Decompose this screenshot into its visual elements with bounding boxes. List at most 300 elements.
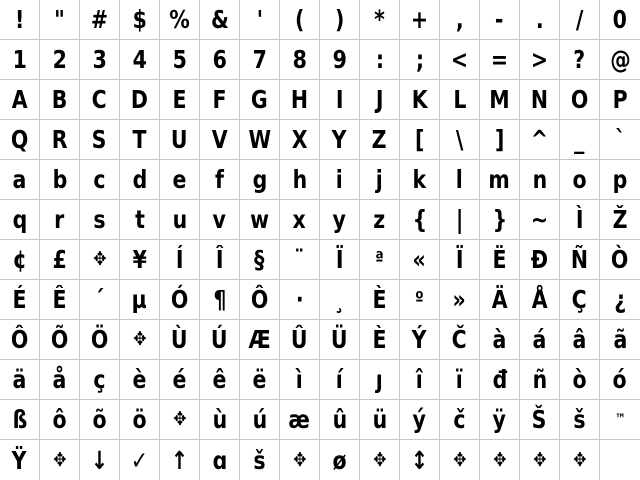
glyph-cell[interactable] — [80, 160, 120, 200]
glyph-character: f — [215, 165, 224, 194]
glyph-character: " — [54, 5, 65, 34]
glyph-cell[interactable] — [600, 40, 640, 80]
glyph-cell[interactable] — [480, 440, 520, 480]
glyph-character: , — [455, 5, 464, 34]
glyph-cell[interactable] — [520, 360, 560, 400]
glyph-cell[interactable] — [320, 0, 360, 40]
glyph-cell[interactable] — [120, 360, 160, 400]
glyph-cell[interactable] — [240, 120, 280, 160]
glyph-character: ò — [572, 365, 587, 394]
glyph-cell[interactable] — [240, 440, 280, 480]
glyph-cell[interactable] — [160, 40, 200, 80]
glyph-cell[interactable] — [440, 160, 480, 200]
glyph-character: ë — [252, 365, 267, 394]
glyph-character: ö — [132, 405, 147, 434]
glyph-character: j — [375, 165, 384, 194]
glyph-character: 2 — [52, 45, 67, 74]
glyph-cell[interactable] — [320, 200, 360, 240]
glyph-cell[interactable] — [160, 240, 200, 280]
glyph-cell[interactable] — [280, 200, 320, 240]
glyph-character: $ — [132, 5, 147, 34]
glyph-cell[interactable] — [560, 160, 600, 200]
glyph-cell[interactable] — [160, 160, 200, 200]
glyph-character: û — [332, 405, 347, 434]
glyph-cell[interactable] — [280, 0, 320, 40]
glyph-cell[interactable] — [160, 0, 200, 40]
glyph-character: a — [12, 165, 27, 194]
glyph-cell[interactable] — [80, 240, 120, 280]
glyph-cell[interactable] — [520, 160, 560, 200]
glyph-cell[interactable] — [360, 80, 400, 120]
glyph-cell[interactable] — [40, 80, 80, 120]
glyph-cell[interactable] — [120, 120, 160, 160]
glyph-cell[interactable] — [0, 80, 40, 120]
glyph-character: ↕ — [410, 445, 429, 475]
glyph-cell[interactable] — [160, 280, 200, 320]
glyph-cell[interactable] — [440, 320, 480, 360]
glyph-character: ï — [455, 365, 464, 394]
glyph-cell[interactable] — [240, 320, 280, 360]
glyph-cell[interactable] — [360, 160, 400, 200]
glyph-character: : — [375, 45, 384, 74]
glyph-cell[interactable] — [240, 200, 280, 240]
glyph-cell[interactable] — [560, 240, 600, 280]
glyph-cell[interactable] — [520, 200, 560, 240]
glyph-character: ↓ — [90, 445, 109, 475]
glyph-character: Ð — [530, 245, 549, 274]
glyph-cell[interactable] — [200, 240, 240, 280]
glyph-cell[interactable] — [240, 40, 280, 80]
glyph-cell[interactable] — [200, 80, 240, 120]
glyph-cell[interactable] — [480, 0, 520, 40]
glyph-cell[interactable] — [280, 240, 320, 280]
glyph-cell[interactable] — [280, 400, 320, 440]
glyph-cell[interactable] — [80, 440, 120, 480]
glyph-character: 9 — [332, 45, 347, 74]
glyph-cell[interactable] — [200, 440, 240, 480]
glyph-cell[interactable] — [240, 160, 280, 200]
glyph-cell[interactable] — [0, 280, 40, 320]
glyph-character: č — [453, 405, 466, 434]
glyph-cell[interactable] — [560, 120, 600, 160]
glyph-cell[interactable] — [400, 160, 440, 200]
glyph-cell[interactable] — [360, 400, 400, 440]
glyph-cell[interactable] — [240, 0, 280, 40]
glyph-character: ñ — [532, 365, 547, 394]
glyph-cell[interactable] — [480, 240, 520, 280]
glyph-cell[interactable] — [400, 280, 440, 320]
glyph-character: . — [535, 5, 544, 34]
glyph-cell[interactable] — [560, 320, 600, 360]
glyph-character: ¿ — [614, 285, 626, 314]
glyph-character: K — [411, 85, 428, 114]
glyph-character: c — [93, 165, 106, 194]
glyph-character: ç — [93, 365, 106, 394]
glyph-cell[interactable] — [400, 0, 440, 40]
glyph-cell[interactable] — [440, 200, 480, 240]
glyph-cell[interactable] — [280, 120, 320, 160]
glyph-cell[interactable] — [560, 280, 600, 320]
glyph-cell[interactable] — [0, 0, 40, 40]
glyph-cell[interactable] — [80, 120, 120, 160]
glyph-character: Z — [372, 125, 387, 154]
glyph-cell[interactable] — [200, 120, 240, 160]
glyph-cell[interactable] — [360, 320, 400, 360]
glyph-character: { — [412, 205, 427, 234]
glyph-cell[interactable] — [360, 360, 400, 400]
glyph-cell[interactable] — [40, 0, 80, 40]
glyph-cell[interactable] — [160, 320, 200, 360]
glyph-character: Å — [531, 285, 548, 314]
glyph-cell[interactable] — [40, 400, 80, 440]
glyph-character: 7 — [252, 45, 267, 74]
glyph-cell[interactable] — [600, 200, 640, 240]
glyph-character: Ü — [331, 325, 348, 354]
glyph-character: Ô — [250, 285, 269, 314]
glyph-character: % — [169, 5, 190, 34]
glyph-cell[interactable] — [400, 400, 440, 440]
glyph-character: R — [51, 125, 68, 154]
glyph-cell[interactable] — [240, 360, 280, 400]
glyph-character: B — [51, 85, 68, 114]
glyph-cell[interactable] — [520, 80, 560, 120]
glyph-character: t — [134, 205, 145, 234]
glyph-character: È — [372, 325, 387, 354]
glyph-cell[interactable] — [480, 80, 520, 120]
glyph-cell[interactable] — [360, 280, 400, 320]
glyph-character: A — [11, 85, 28, 114]
glyph-cell[interactable] — [320, 320, 360, 360]
glyph-cell[interactable] — [80, 200, 120, 240]
glyph-character: Æ — [248, 325, 271, 354]
glyph-cell[interactable] — [600, 240, 640, 280]
glyph-cell[interactable] — [480, 280, 520, 320]
glyph-cell[interactable] — [560, 400, 600, 440]
glyph-character: Ï — [335, 245, 344, 274]
glyph-cell[interactable] — [0, 160, 40, 200]
glyph-cell[interactable] — [200, 280, 240, 320]
glyph-cell[interactable] — [120, 160, 160, 200]
glyph-character: ( — [294, 5, 305, 34]
glyph-cell[interactable] — [320, 440, 360, 480]
glyph-cell[interactable] — [40, 40, 80, 80]
glyph-character: ! — [14, 5, 25, 34]
glyph-cell[interactable] — [80, 0, 120, 40]
glyph-character: ÿ — [492, 405, 507, 434]
glyph-character: Ú — [211, 325, 228, 354]
glyph-cell[interactable] — [80, 80, 120, 120]
glyph-cell[interactable] — [280, 320, 320, 360]
glyph-cell[interactable] — [80, 360, 120, 400]
glyph-character: Ë — [492, 245, 507, 274]
glyph-cell[interactable] — [280, 40, 320, 80]
glyph-cell[interactable] — [0, 120, 40, 160]
glyph-cell[interactable] — [320, 40, 360, 80]
glyph-cell[interactable] — [440, 120, 480, 160]
glyph-character: b — [52, 165, 67, 194]
glyph-cell[interactable] — [400, 40, 440, 80]
glyph-cell[interactable] — [80, 400, 120, 440]
glyph-character: e — [172, 165, 187, 194]
glyph-cell[interactable] — [600, 80, 640, 120]
glyph-cell[interactable] — [520, 0, 560, 40]
glyph-cell[interactable] — [0, 400, 40, 440]
glyph-character: - — [495, 5, 504, 34]
glyph-cell[interactable] — [360, 440, 400, 480]
glyph-cell[interactable] — [600, 360, 640, 400]
glyph-cell[interactable] — [320, 160, 360, 200]
glyph-cell[interactable] — [80, 40, 120, 80]
glyph-cell[interactable] — [80, 280, 120, 320]
glyph-character: 8 — [292, 45, 307, 74]
glyph-cell[interactable] — [480, 360, 520, 400]
glyph-cell[interactable] — [520, 320, 560, 360]
glyph-cell[interactable] — [320, 80, 360, 120]
glyph-character: Ÿ — [12, 445, 27, 475]
glyph-character: G — [251, 85, 268, 114]
glyph-cell[interactable] — [120, 240, 160, 280]
glyph-character: đ — [492, 365, 507, 394]
glyph-character: ¥ — [132, 245, 147, 274]
glyph-character: i — [335, 165, 344, 194]
glyph-cell[interactable] — [560, 0, 600, 40]
glyph-character: m — [488, 165, 511, 194]
glyph-character: ✥ — [292, 448, 307, 471]
glyph-character: è — [132, 365, 147, 394]
glyph-cell[interactable] — [480, 40, 520, 80]
glyph-cell[interactable] — [440, 240, 480, 280]
glyph-cell[interactable] — [520, 40, 560, 80]
glyph-character: > — [530, 45, 549, 74]
glyph-cell[interactable] — [200, 320, 240, 360]
glyph-cell[interactable] — [440, 280, 480, 320]
glyph-character: ^ — [530, 125, 549, 154]
glyph-cell[interactable] — [160, 400, 200, 440]
glyph-character: É — [12, 285, 27, 314]
glyph-cell[interactable] — [520, 440, 560, 480]
glyph-cell[interactable] — [200, 360, 240, 400]
glyph-cell[interactable] — [160, 360, 200, 400]
glyph-character: d — [132, 165, 147, 194]
glyph-cell[interactable] — [560, 360, 600, 400]
glyph-cell[interactable] — [120, 400, 160, 440]
glyph-cell[interactable] — [480, 400, 520, 440]
glyph-character: ✓ — [130, 445, 149, 475]
glyph-character: õ — [92, 405, 107, 434]
glyph-cell[interactable] — [360, 0, 400, 40]
glyph-cell[interactable] — [400, 240, 440, 280]
glyph-cell[interactable] — [0, 440, 40, 480]
glyph-character: O — [570, 85, 589, 114]
glyph-cell[interactable] — [440, 440, 480, 480]
glyph-cell[interactable] — [120, 200, 160, 240]
glyph-character: Ý — [412, 325, 427, 354]
glyph-cell[interactable] — [400, 80, 440, 120]
glyph-character: Û — [291, 325, 308, 354]
glyph-cell[interactable] — [200, 400, 240, 440]
glyph-character: D — [130, 85, 149, 114]
glyph-character: ´ — [94, 285, 105, 314]
glyph-cell[interactable] — [160, 200, 200, 240]
glyph-character: ? — [573, 45, 586, 74]
glyph-cell[interactable] — [40, 440, 80, 480]
glyph-character: Ò — [611, 245, 629, 274]
glyph-cell[interactable] — [360, 240, 400, 280]
glyph-cell[interactable] — [160, 440, 200, 480]
glyph-cell[interactable] — [520, 120, 560, 160]
glyph-cell[interactable] — [600, 440, 640, 480]
glyph-character: & — [210, 5, 229, 34]
glyph-character: k — [412, 165, 427, 194]
glyph-cell[interactable] — [40, 120, 80, 160]
glyph-character: g — [252, 165, 267, 194]
glyph-cell[interactable] — [0, 320, 40, 360]
glyph-character: ✥ — [92, 248, 107, 270]
glyph-character: n — [532, 165, 547, 194]
glyph-cell[interactable] — [0, 40, 40, 80]
glyph-cell[interactable] — [600, 160, 640, 200]
glyph-cell[interactable] — [280, 280, 320, 320]
glyph-cell[interactable] — [600, 120, 640, 160]
glyph-cell[interactable] — [40, 320, 80, 360]
glyph-character: § — [254, 245, 265, 274]
glyph-cell[interactable] — [480, 320, 520, 360]
glyph-cell[interactable] — [480, 200, 520, 240]
glyph-cell[interactable] — [0, 200, 40, 240]
glyph-cell[interactable] — [0, 360, 40, 400]
glyph-character: ✥ — [452, 448, 467, 471]
glyph-cell[interactable] — [600, 0, 640, 40]
glyph-cell[interactable] — [560, 200, 600, 240]
glyph-character: ã — [613, 325, 627, 354]
glyph-character: â — [572, 325, 587, 354]
glyph-cell[interactable] — [440, 80, 480, 120]
glyph-cell[interactable] — [560, 80, 600, 120]
glyph-cell[interactable] — [120, 440, 160, 480]
glyph-cell[interactable] — [480, 120, 520, 160]
glyph-character: Ñ — [570, 245, 589, 274]
glyph-character: ™ — [614, 412, 626, 427]
glyph-character: ✥ — [532, 448, 547, 471]
glyph-character: Ì — [575, 205, 584, 234]
glyph-cell[interactable] — [280, 360, 320, 400]
glyph-character: í — [335, 365, 344, 394]
glyph-cell[interactable] — [440, 40, 480, 80]
glyph-cell[interactable] — [440, 400, 480, 440]
glyph-cell[interactable] — [320, 400, 360, 440]
glyph-cell[interactable] — [240, 240, 280, 280]
glyph-character: Ó — [170, 285, 189, 314]
glyph-cell[interactable] — [40, 160, 80, 200]
glyph-cell[interactable] — [280, 160, 320, 200]
glyph-character: ø — [332, 445, 347, 475]
glyph-cell[interactable] — [280, 440, 320, 480]
glyph-cell[interactable] — [200, 200, 240, 240]
glyph-cell[interactable] — [600, 400, 640, 440]
glyph-cell[interactable] — [40, 200, 80, 240]
glyph-character: 0 — [612, 5, 628, 34]
glyph-cell[interactable] — [400, 200, 440, 240]
glyph-cell[interactable] — [0, 240, 40, 280]
glyph-cell[interactable] — [160, 120, 200, 160]
glyph-character: ¸ — [334, 285, 345, 314]
glyph-cell[interactable] — [520, 240, 560, 280]
glyph-cell[interactable] — [200, 0, 240, 40]
glyph-cell[interactable] — [480, 160, 520, 200]
glyph-cell[interactable] — [240, 80, 280, 120]
glyph-cell[interactable] — [440, 0, 480, 40]
glyph-cell[interactable] — [40, 240, 80, 280]
glyph-cell[interactable] — [160, 80, 200, 120]
glyph-cell[interactable] — [400, 440, 440, 480]
glyph-character: Ö — [90, 325, 109, 354]
glyph-cell[interactable] — [320, 360, 360, 400]
glyph-character: } — [492, 205, 507, 234]
glyph-character: ` — [614, 125, 626, 154]
glyph-cell[interactable] — [360, 40, 400, 80]
glyph-character: ì — [295, 365, 304, 394]
glyph-character: P — [612, 85, 628, 114]
glyph-cell[interactable] — [280, 80, 320, 120]
glyph-cell[interactable] — [40, 360, 80, 400]
glyph-cell[interactable] — [440, 360, 480, 400]
glyph-cell[interactable] — [560, 440, 600, 480]
glyph-cell[interactable] — [120, 320, 160, 360]
glyph-cell[interactable] — [360, 200, 400, 240]
glyph-cell[interactable] — [320, 120, 360, 160]
glyph-cell[interactable] — [240, 280, 280, 320]
glyph-cell[interactable] — [560, 40, 600, 80]
glyph-cell[interactable] — [320, 280, 360, 320]
glyph-cell[interactable] — [120, 0, 160, 40]
glyph-cell[interactable] — [40, 280, 80, 320]
glyph-character: æ — [288, 405, 311, 434]
glyph-cell[interactable] — [320, 240, 360, 280]
glyph-character: ü — [372, 405, 387, 434]
glyph-character: ~ — [530, 205, 549, 234]
glyph-cell[interactable] — [520, 280, 560, 320]
glyph-character: ✥ — [52, 448, 67, 471]
glyph-character: ¶ — [212, 285, 227, 314]
glyph-character: ; — [415, 45, 424, 74]
glyph-cell[interactable] — [240, 400, 280, 440]
glyph-cell[interactable] — [400, 360, 440, 400]
glyph-character: ' — [256, 5, 263, 34]
glyph-cell[interactable] — [80, 320, 120, 360]
glyph-character: F — [212, 85, 227, 114]
glyph-character: ✥ — [572, 448, 587, 471]
glyph-character: w — [250, 205, 269, 234]
glyph-cell[interactable] — [600, 280, 640, 320]
glyph-cell[interactable] — [120, 80, 160, 120]
glyph-cell[interactable] — [120, 280, 160, 320]
glyph-cell[interactable] — [520, 400, 560, 440]
glyph-cell[interactable] — [400, 120, 440, 160]
glyph-character: X — [291, 125, 308, 154]
glyph-cell[interactable] — [120, 40, 160, 80]
glyph-character: E — [172, 85, 187, 114]
glyph-cell[interactable] — [360, 120, 400, 160]
glyph-cell[interactable] — [600, 320, 640, 360]
glyph-cell[interactable] — [400, 320, 440, 360]
glyph-character: º — [415, 288, 424, 310]
glyph-character: ô — [52, 405, 67, 434]
glyph-character: H — [290, 85, 309, 114]
glyph-cell[interactable] — [200, 40, 240, 80]
glyph-cell[interactable] — [200, 160, 240, 200]
glyph-character: S — [92, 125, 107, 154]
glyph-character: Š — [532, 405, 547, 434]
